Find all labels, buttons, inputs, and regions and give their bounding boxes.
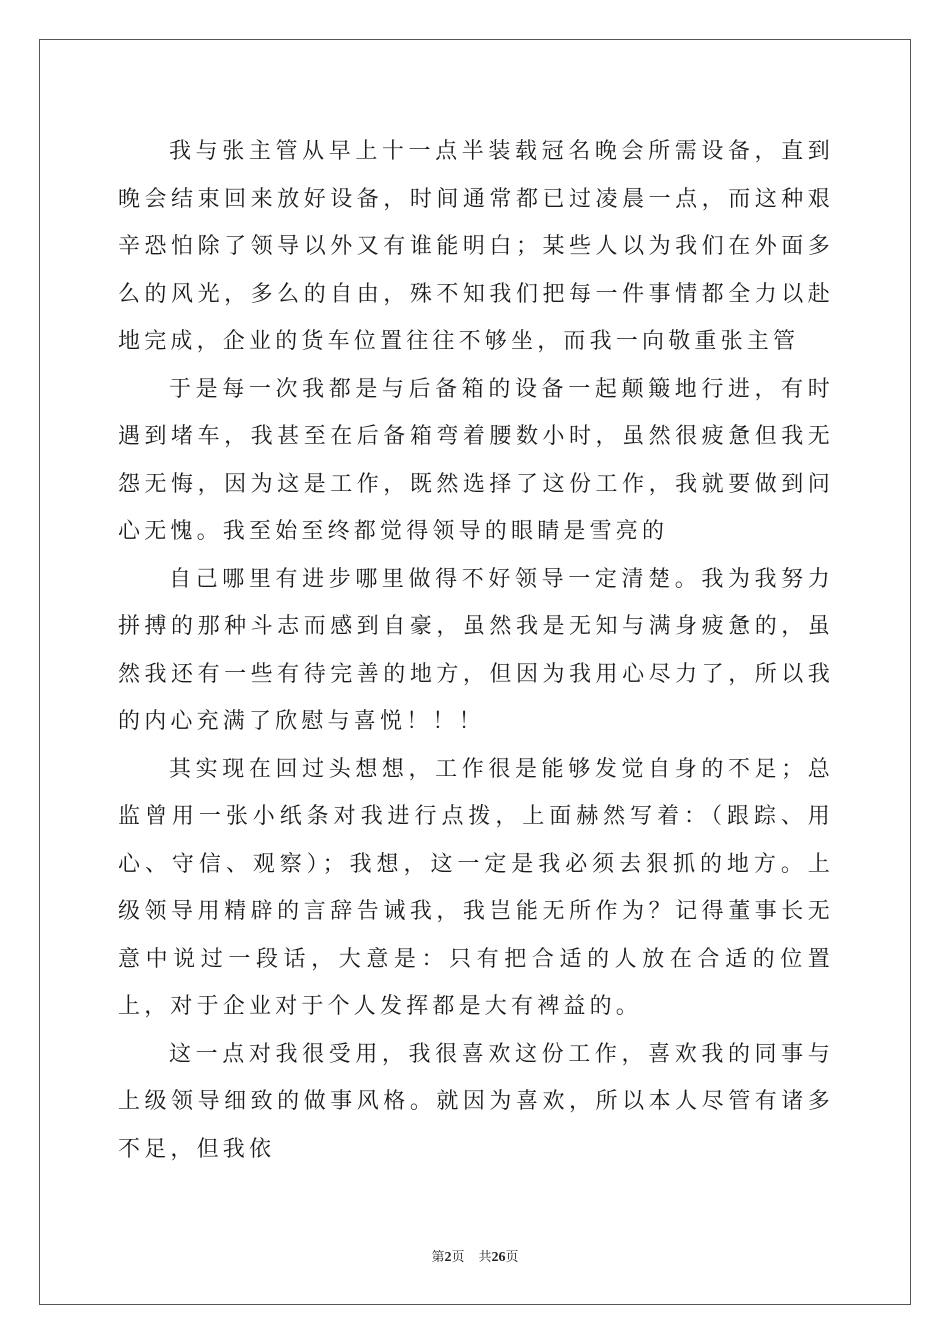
page-number-unit: 页: [451, 1250, 465, 1265]
paragraph-1: 我与张主管从早上十一点半装载冠名晚会所需设备，直到晚会结束回来放好设备，时间通常都已过凌晨一点，而这种艰辛恐怕除了领导以外又有谁能明白；某些人以为我们在外面多么的风光，多么的自由，殊不知我们把每一件事情都全力以赴地完成，企业的货车位置往往不够坐，而我一向敬重张主管: [118, 139, 834, 354]
current-page-number: 2: [444, 1250, 452, 1265]
page-number-prefix: 第: [431, 1250, 445, 1265]
paragraph-4: 其实现在回过头想想，工作很是能够发觉自身的不足；总监曾用一张小纸条对我进行点拨，上面赫然写着：（跟踪、用心、守信、观察）；我想，这一定是我必须去狠抓的地方。上级领导用精辟的言辞告诫我，我岂能无所作为？记得董事长无意中说过一段话，大意是：只有把合适的人放在合适的位置上，对于企业对于个人发挥都是大有裨益的。: [118, 756, 834, 1019]
document-body: [118, 128, 834, 1173]
paragraph-2: 于是每一次我都是与后备箱的设备一起颠簸地行进，有时遇到堵车，我甚至在后备箱弯着腰数小时，虽然很疲惫但我无怨无悔，因为这是工作，既然选择了这份工作，我就要做到问心无愧。我至始至终都觉得领导的眼睛是雪亮的: [118, 376, 834, 544]
paragraph-3: 自己哪里有进步哪里做得不好领导一定清楚。我为我努力拼搏的那种斗志而感到自豪，虽然我是无知与满身疲惫的，虽然我还有一些有待完善的地方，但因为我用心尽力了，所以我的内心充满了欣慰与喜悦！！！: [118, 566, 834, 734]
page-footer: [0, 1246, 950, 1266]
total-pages-unit: 页: [505, 1250, 519, 1265]
total-pages-number: 26: [491, 1250, 506, 1265]
total-pages-prefix: 共: [478, 1250, 492, 1265]
paragraph-5: 这一点对我很受用，我很喜欢这份工作，喜欢我的同事与上级领导细致的做事风格。就因为喜欢，所以本人尽管有诸多不足，但我依: [118, 1041, 834, 1162]
